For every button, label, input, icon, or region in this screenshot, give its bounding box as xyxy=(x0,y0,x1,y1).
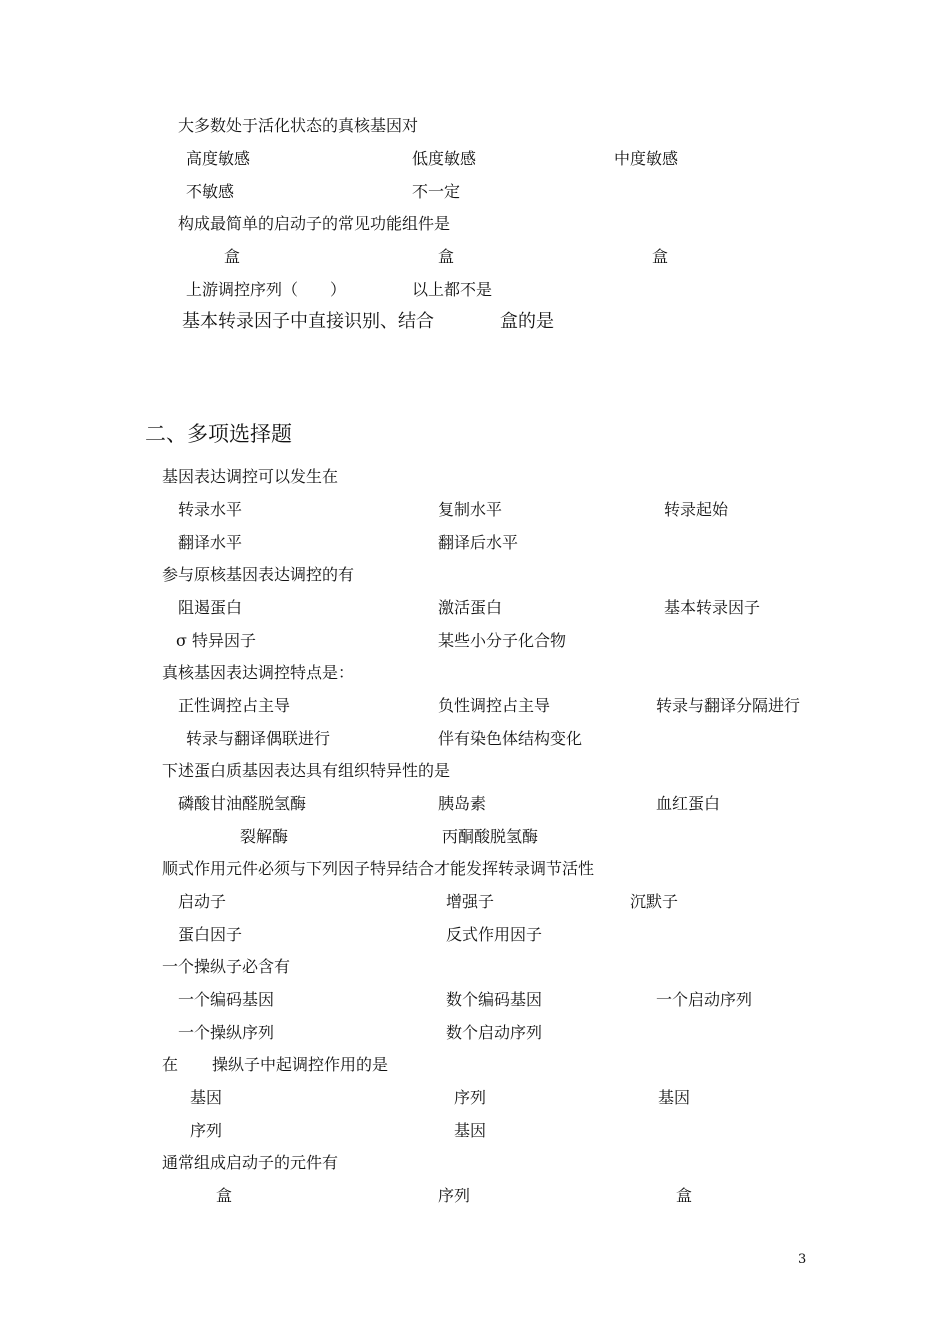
option-e: 丙酮酸脱氢酶 xyxy=(442,827,539,846)
option-b: 激活蛋白 xyxy=(438,598,503,617)
option-c: 基因 xyxy=(658,1088,691,1107)
question-stem: 大多数处于活化状态的真核基因对 xyxy=(178,116,419,135)
option-c: 血红蛋白 xyxy=(656,794,721,813)
option-c: 盒 xyxy=(676,1186,693,1205)
option-e: 基因 xyxy=(454,1121,487,1140)
option-c: 一个启动序列 xyxy=(656,990,753,1009)
question-stem: 通常组成启动子的元件有 xyxy=(162,1153,339,1172)
option-a: 一个编码基因 xyxy=(178,990,275,1009)
option-c: 盒 xyxy=(652,247,669,266)
option-b: 复制水平 xyxy=(438,500,503,519)
option-b: 盒 xyxy=(438,247,455,266)
option-a: 盒 xyxy=(216,1186,233,1205)
option-d: 一个操纵序列 xyxy=(178,1023,275,1042)
option-c: 基本转录因子 xyxy=(664,598,761,617)
option-e: 翻译后水平 xyxy=(438,533,519,552)
option-d: 翻译水平 xyxy=(178,533,243,552)
question-stem: 在 xyxy=(162,1055,179,1074)
option-d: 不敏感 xyxy=(186,182,235,201)
question-stem: 一个操纵子必含有 xyxy=(162,957,291,976)
option-c: 沉默子 xyxy=(630,892,679,911)
option-b: 序列 xyxy=(454,1088,487,1107)
option-b: 数个编码基因 xyxy=(446,990,543,1009)
option-c: 转录起始 xyxy=(664,500,729,519)
option-c: 转录与翻译分隔进行 xyxy=(656,696,801,715)
question-stem: 基因表达调控可以发生在 xyxy=(162,467,339,486)
option-d: σ 特异因子 xyxy=(176,631,257,650)
option-e: 伴有染色体结构变化 xyxy=(438,729,583,748)
page-number: 3 xyxy=(798,1252,807,1267)
option-d: 裂解酶 xyxy=(240,827,289,846)
option-e: 以上都不是 xyxy=(412,280,493,299)
option-b: 负性调控占主导 xyxy=(438,696,551,715)
question-stem: 真核基因表达调控特点是： xyxy=(162,663,355,682)
option-e: 某些小分子化合物 xyxy=(438,631,567,650)
option-a: 正性调控占主导 xyxy=(178,696,291,715)
option-b: 增强子 xyxy=(446,892,495,911)
option-a: 高度敏感 xyxy=(186,149,251,168)
option-e: 数个启动序列 xyxy=(446,1023,543,1042)
question-stem: 构成最简单的启动子的常见功能组件是 xyxy=(178,214,451,233)
option-d: 转录与翻译偶联进行 xyxy=(186,729,331,748)
option-a: 阻遏蛋白 xyxy=(178,598,243,617)
section-title: 二、多项选择题 xyxy=(145,422,292,446)
option-e: 反式作用因子 xyxy=(446,925,543,944)
option-a: 盒 xyxy=(224,247,241,266)
question-stem: 参与原核基因表达调控的有 xyxy=(162,565,355,584)
option-a: 启动子 xyxy=(178,892,227,911)
option-b: 序列 xyxy=(438,1186,471,1205)
option-a: 转录水平 xyxy=(178,500,243,519)
question-stem: 下述蛋白质基因表达具有组织特异性的是 xyxy=(162,761,451,780)
question-stem-tail: 盒的是 xyxy=(500,311,554,332)
option-d: 上游调控序列（ ） xyxy=(186,280,347,299)
option-a: 磷酸甘油醛脱氢酶 xyxy=(178,794,307,813)
option-c: 中度敏感 xyxy=(614,149,679,168)
question-stem-tail: 操纵子中起调控作用的是 xyxy=(212,1055,389,1074)
option-b: 低度敏感 xyxy=(412,149,477,168)
option-a: 基因 xyxy=(190,1088,223,1107)
option-e: 不一定 xyxy=(412,182,461,201)
question-stem: 基本转录因子中直接识别、结合 xyxy=(182,311,434,332)
option-d: 蛋白因子 xyxy=(178,925,243,944)
option-d: 序列 xyxy=(190,1121,223,1140)
question-stem: 顺式作用元件必须与下列因子特异结合才能发挥转录调节活性 xyxy=(162,859,595,878)
option-b: 胰岛素 xyxy=(438,794,487,813)
